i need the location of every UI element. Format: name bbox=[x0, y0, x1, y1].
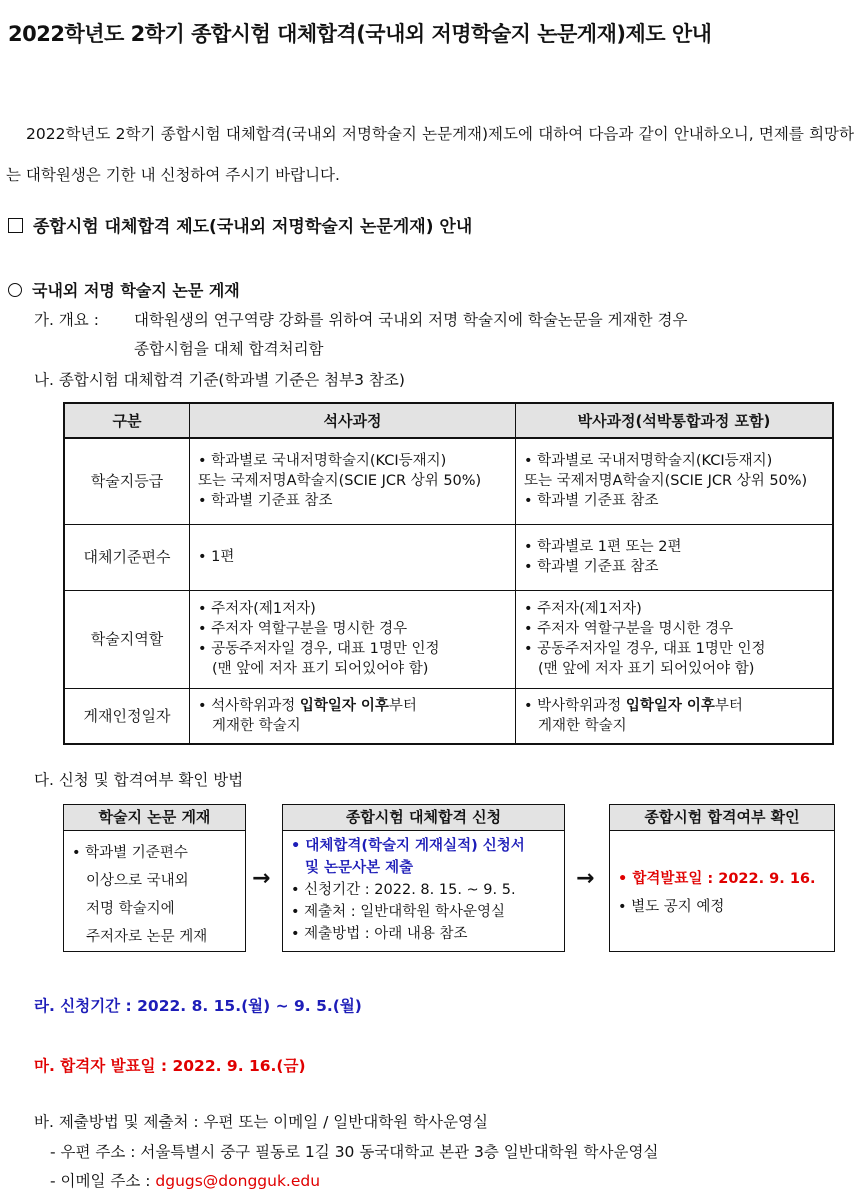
page-title: 2022학년도 2학기 종합시험 대체합격(국내외 저명학술지 논문게재)제도 안내 bbox=[8, 22, 712, 46]
table-row bbox=[64, 438, 833, 524]
doctor-cell: • 학과별로 국내저명학술지(KCI등재지) 또는 국제저명A학술지(SCIE JCR 상위 50%) • 학과별 기준표 참조 bbox=[516, 438, 834, 524]
criteria-table bbox=[63, 402, 834, 745]
row-category: 학술지역할 bbox=[64, 590, 190, 688]
doctor-cell: • 박사학위과정 입학일자 이후부터 게재한 학술지 bbox=[516, 688, 834, 744]
row-category: 대체기준편수 bbox=[64, 524, 190, 590]
flow-box-publish: 학술지 논문 게재 • 학과별 기준편수 이상으로 국내외 저명 학술지에 주저자로 논문 게재 bbox=[63, 804, 246, 952]
header-doctor: 박사과정(석박통합과정 포함) bbox=[516, 403, 834, 438]
section-heading: 종합시험 대체합격 제도(국내외 저명학술지 논문게재) 안내 bbox=[8, 212, 472, 237]
item-ga-line1: 대학원생의 연구역량 강화를 위하여 국내외 저명 학술지에 학술논문을 게재한 경우 bbox=[134, 311, 688, 329]
application-period: 라. 신청기간 : 2022. 8. 15.(월) ~ 9. 5.(월) bbox=[34, 997, 362, 1015]
master-cell: • 1편 bbox=[190, 524, 516, 590]
item-ba: 바. 제출방법 및 제출처 : 우편 또는 이메일 / 일반대학원 학사운영실 bbox=[34, 1113, 488, 1131]
sub-heading: 국내외 저명 학술지 논문 게재 bbox=[8, 278, 240, 301]
flow-box-title: 종합시험 대체합격 신청 bbox=[283, 805, 564, 831]
item-na: 나. 종합시험 대체합격 기준(학과별 기준은 첨부3 참조) bbox=[34, 371, 405, 389]
arrow-right-icon: → bbox=[252, 866, 271, 891]
header-master: 석사과정 bbox=[190, 403, 516, 438]
master-cell: • 학과별로 국내저명학술지(KCI등재지) 또는 국제저명A학술지(SCIE JCR 상위 50%) • 학과별 기준표 참조 bbox=[190, 438, 516, 524]
intro-paragraph: 2022학년도 2학기 종합시험 대체합격(국내외 저명학술지 논문게재)제도에 대하여 다음과 같이 안내하오니, 면제를 희망하는 대학원생은 기한 내 신청하여 주시기 바랍니다. bbox=[6, 125, 854, 184]
doctor-cell: • 주저자(제1저자) • 주저자 역할구분을 명시한 경우 • 공동주저자일 경우, 대표 1명만 인정 (맨 앞에 저자 표기 되어있어야 함) bbox=[516, 590, 834, 688]
table-row bbox=[64, 524, 833, 590]
flow-box-result: 종합시험 합격여부 확인 • 합격발표일 : 2022. 9. 16. • 별도 공지 예정 bbox=[609, 804, 835, 952]
arrow-right-icon: → bbox=[576, 866, 595, 891]
flow-box-title: 학술지 논문 게재 bbox=[64, 805, 245, 831]
doctor-cell: • 학과별로 1편 또는 2편 • 학과별 기준표 참조 bbox=[516, 524, 834, 590]
flow-box-apply: 종합시험 대체합격 신청 • 대체합격(학술지 게재실적) 신청서 및 논문사본 제출 • 신청기간 : 2022. 8. 15. ~ 9. 5. • 제출처 : 일반대학원 학사운영실 • 제출방법 : 아래 내용 참조 bbox=[282, 804, 565, 952]
table-header-row bbox=[64, 403, 833, 438]
postal-address: - 우편 주소 : 서울특별시 중구 필동로 1길 30 동국대학교 본관 3층 일반대학원 학사운영실 bbox=[50, 1143, 659, 1161]
item-ga-line2: 종합시험을 대체 합격처리함 bbox=[134, 340, 324, 358]
circle-bullet-icon bbox=[8, 283, 22, 297]
email-link[interactable]: dgugs@dongguk.edu bbox=[155, 1172, 321, 1190]
item-da: 다. 신청 및 합격여부 확인 방법 bbox=[34, 771, 244, 789]
flow-box-title: 종합시험 합격여부 확인 bbox=[610, 805, 834, 831]
table-row bbox=[64, 688, 833, 744]
announcement-date: 마. 합격자 발표일 : 2022. 9. 16.(금) bbox=[34, 1057, 306, 1075]
item-ga-label: 가. 개요 : bbox=[34, 311, 99, 329]
email-line: - 이메일 주소 : dgugs@dongguk.edu bbox=[50, 1172, 321, 1190]
table-row bbox=[64, 590, 833, 688]
square-bullet-icon bbox=[8, 218, 23, 233]
row-category: 학술지등급 bbox=[64, 438, 190, 524]
master-cell: • 주저자(제1저자) • 주저자 역할구분을 명시한 경우 • 공동주저자일 경우, 대표 1명만 인정 (맨 앞에 저자 표기 되어있어야 함) bbox=[190, 590, 516, 688]
row-category: 게재인정일자 bbox=[64, 688, 190, 744]
master-cell: • 석사학위과정 입학일자 이후부터 게재한 학술지 bbox=[190, 688, 516, 744]
header-category: 구분 bbox=[64, 403, 190, 438]
